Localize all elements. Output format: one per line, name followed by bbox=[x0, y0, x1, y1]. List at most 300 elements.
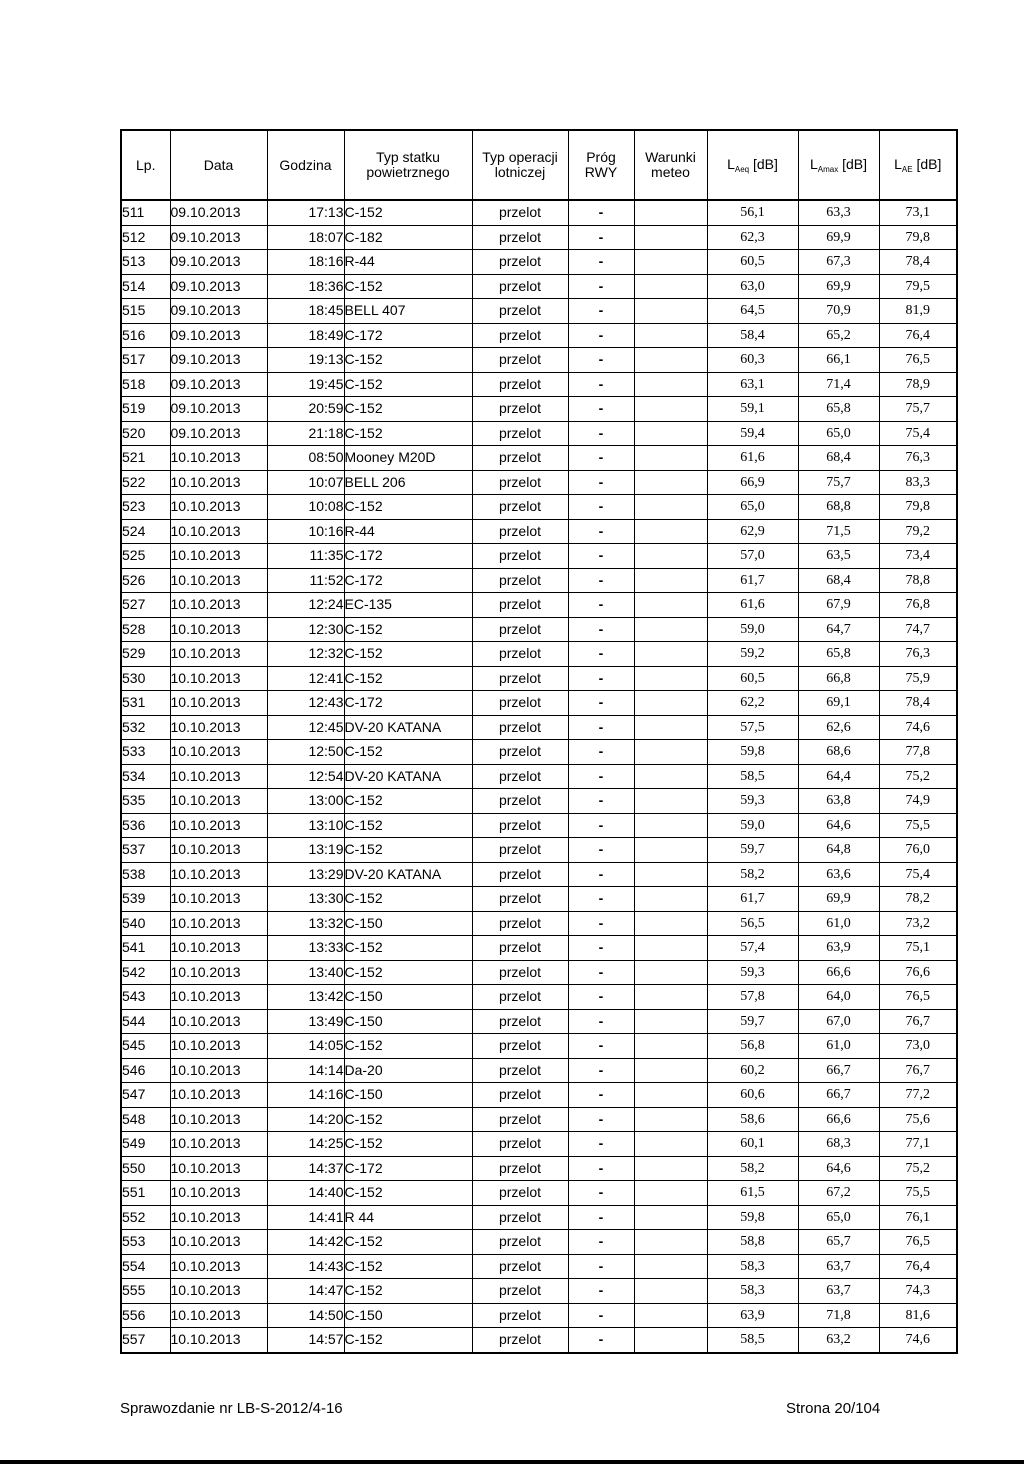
cell-aircraft-type: C-152 bbox=[344, 666, 472, 691]
lamax-sub: Amax bbox=[817, 164, 839, 174]
table-row bbox=[121, 250, 957, 275]
cell-threshold: - bbox=[568, 1303, 634, 1328]
cell-aircraft-type: DV-20 KATANA bbox=[344, 715, 472, 740]
cell-threshold: - bbox=[568, 568, 634, 593]
cell-date: 10.10.2013 bbox=[170, 838, 267, 863]
cell-lp: 551 bbox=[121, 1181, 170, 1206]
cell-threshold: - bbox=[568, 200, 634, 225]
table-row bbox=[121, 740, 957, 765]
cell-time: 13:30 bbox=[267, 887, 344, 912]
cell-aircraft-type: C-152 bbox=[344, 1132, 472, 1157]
cell-lp: 513 bbox=[121, 250, 170, 275]
cell-lae: 75,5 bbox=[879, 813, 957, 838]
cell-date: 10.10.2013 bbox=[170, 764, 267, 789]
cell-operation: przelot bbox=[472, 568, 568, 593]
cell-weather bbox=[634, 1009, 707, 1034]
cell-aircraft-type: R 44 bbox=[344, 1205, 472, 1230]
cell-lamax: 71,8 bbox=[798, 1303, 879, 1328]
table-row bbox=[121, 323, 957, 348]
cell-date: 10.10.2013 bbox=[170, 740, 267, 765]
cell-threshold: - bbox=[568, 1254, 634, 1279]
col-header-prog-rwy: Próg RWY bbox=[568, 130, 634, 200]
cell-time: 19:45 bbox=[267, 372, 344, 397]
cell-weather bbox=[634, 495, 707, 520]
cell-weather bbox=[634, 421, 707, 446]
cell-date: 10.10.2013 bbox=[170, 1205, 267, 1230]
cell-weather bbox=[634, 887, 707, 912]
cell-time: 14:05 bbox=[267, 1034, 344, 1059]
cell-lp: 541 bbox=[121, 936, 170, 961]
cell-operation: przelot bbox=[472, 1181, 568, 1206]
table-row bbox=[121, 446, 957, 471]
cell-weather bbox=[634, 838, 707, 863]
table-row bbox=[121, 1303, 957, 1328]
cell-aircraft-type: C-152 bbox=[344, 274, 472, 299]
cell-lae: 78,9 bbox=[879, 372, 957, 397]
cell-laeq: 57,4 bbox=[707, 936, 798, 961]
cell-threshold: - bbox=[568, 1107, 634, 1132]
table-row bbox=[121, 1132, 957, 1157]
cell-operation: przelot bbox=[472, 813, 568, 838]
cell-time: 12:45 bbox=[267, 715, 344, 740]
cell-date: 10.10.2013 bbox=[170, 1107, 267, 1132]
cell-lamax: 68,4 bbox=[798, 568, 879, 593]
cell-lp: 544 bbox=[121, 1009, 170, 1034]
cell-laeq: 65,0 bbox=[707, 495, 798, 520]
cell-laeq: 62,2 bbox=[707, 691, 798, 716]
cell-aircraft-type: C-150 bbox=[344, 985, 472, 1010]
cell-date: 10.10.2013 bbox=[170, 960, 267, 985]
cell-lae: 76,4 bbox=[879, 1254, 957, 1279]
cell-lamax: 64,6 bbox=[798, 1156, 879, 1181]
cell-laeq: 60,2 bbox=[707, 1058, 798, 1083]
cell-weather bbox=[634, 1156, 707, 1181]
lamax-unit: [dB] bbox=[838, 155, 868, 172]
cell-operation: przelot bbox=[472, 544, 568, 569]
cell-lp: 530 bbox=[121, 666, 170, 691]
cell-time: 14:25 bbox=[267, 1132, 344, 1157]
cell-lae: 75,4 bbox=[879, 862, 957, 887]
cell-operation: przelot bbox=[472, 495, 568, 520]
cell-laeq: 63,9 bbox=[707, 1303, 798, 1328]
cell-operation: przelot bbox=[472, 789, 568, 814]
cell-operation: przelot bbox=[472, 691, 568, 716]
table-row bbox=[121, 789, 957, 814]
cell-laeq: 59,7 bbox=[707, 838, 798, 863]
col-header-lae bbox=[879, 130, 957, 200]
cell-time: 13:29 bbox=[267, 862, 344, 887]
cell-weather bbox=[634, 1107, 707, 1132]
cell-lamax: 66,7 bbox=[798, 1058, 879, 1083]
cell-laeq: 58,5 bbox=[707, 764, 798, 789]
cell-weather bbox=[634, 544, 707, 569]
cell-weather bbox=[634, 1230, 707, 1255]
cell-lae: 76,3 bbox=[879, 446, 957, 471]
cell-time: 14:37 bbox=[267, 1156, 344, 1181]
cell-lae: 74,3 bbox=[879, 1279, 957, 1304]
cell-lae: 74,7 bbox=[879, 617, 957, 642]
cell-lae: 75,6 bbox=[879, 1107, 957, 1132]
laeq-sub: Aeq bbox=[734, 164, 750, 174]
report-number: Sprawozdanie nr LB-S-2012/4-16 bbox=[120, 1400, 343, 1417]
cell-lamax: 65,8 bbox=[798, 642, 879, 667]
cell-laeq: 66,9 bbox=[707, 470, 798, 495]
cell-aircraft-type: C-152 bbox=[344, 421, 472, 446]
cell-lp: 525 bbox=[121, 544, 170, 569]
cell-aircraft-type: C-152 bbox=[344, 813, 472, 838]
table-row bbox=[121, 813, 957, 838]
cell-threshold: - bbox=[568, 372, 634, 397]
cell-lp: 518 bbox=[121, 372, 170, 397]
cell-threshold: - bbox=[568, 862, 634, 887]
cell-weather bbox=[634, 1303, 707, 1328]
cell-date: 10.10.2013 bbox=[170, 1083, 267, 1108]
cell-laeq: 61,6 bbox=[707, 446, 798, 471]
cell-laeq: 59,0 bbox=[707, 813, 798, 838]
cell-lp: 552 bbox=[121, 1205, 170, 1230]
cell-aircraft-type: C-152 bbox=[344, 789, 472, 814]
cell-threshold: - bbox=[568, 1132, 634, 1157]
cell-threshold: - bbox=[568, 740, 634, 765]
cell-weather bbox=[634, 250, 707, 275]
cell-aircraft-type: C-172 bbox=[344, 323, 472, 348]
cell-date: 10.10.2013 bbox=[170, 617, 267, 642]
cell-date: 10.10.2013 bbox=[170, 1254, 267, 1279]
cell-lae: 74,9 bbox=[879, 789, 957, 814]
cell-weather bbox=[634, 985, 707, 1010]
cell-threshold: - bbox=[568, 397, 634, 422]
cell-weather bbox=[634, 568, 707, 593]
cell-lamax: 63,6 bbox=[798, 862, 879, 887]
cell-threshold: - bbox=[568, 519, 634, 544]
cell-time: 13:42 bbox=[267, 985, 344, 1010]
table-row bbox=[121, 470, 957, 495]
cell-date: 10.10.2013 bbox=[170, 715, 267, 740]
cell-threshold: - bbox=[568, 348, 634, 373]
table-row bbox=[121, 1254, 957, 1279]
cell-lae: 73,0 bbox=[879, 1034, 957, 1059]
cell-threshold: - bbox=[568, 911, 634, 936]
table-row bbox=[121, 225, 957, 250]
cell-lp: 542 bbox=[121, 960, 170, 985]
cell-weather bbox=[634, 1034, 707, 1059]
cell-operation: przelot bbox=[472, 323, 568, 348]
cell-lamax: 69,9 bbox=[798, 887, 879, 912]
col-header-warunki-meteo: Warunki meteo bbox=[634, 130, 707, 200]
cell-laeq: 59,0 bbox=[707, 617, 798, 642]
cell-lp: 520 bbox=[121, 421, 170, 446]
cell-laeq: 58,2 bbox=[707, 862, 798, 887]
cell-lp: 524 bbox=[121, 519, 170, 544]
cell-aircraft-type: C-172 bbox=[344, 568, 472, 593]
cell-lp: 547 bbox=[121, 1083, 170, 1108]
cell-lp: 516 bbox=[121, 323, 170, 348]
cell-lamax: 63,7 bbox=[798, 1254, 879, 1279]
cell-date: 10.10.2013 bbox=[170, 1009, 267, 1034]
table-row bbox=[121, 1083, 957, 1108]
cell-lae: 77,2 bbox=[879, 1083, 957, 1108]
cell-date: 09.10.2013 bbox=[170, 225, 267, 250]
cell-lae: 76,4 bbox=[879, 323, 957, 348]
cell-aircraft-type: C-150 bbox=[344, 1083, 472, 1108]
cell-lae: 73,4 bbox=[879, 544, 957, 569]
cell-aircraft-type: R-44 bbox=[344, 250, 472, 275]
cell-time: 12:32 bbox=[267, 642, 344, 667]
cell-lp: 512 bbox=[121, 225, 170, 250]
cell-operation: przelot bbox=[472, 225, 568, 250]
cell-time: 12:43 bbox=[267, 691, 344, 716]
cell-weather bbox=[634, 593, 707, 618]
cell-aircraft-type: C-152 bbox=[344, 936, 472, 961]
cell-time: 14:43 bbox=[267, 1254, 344, 1279]
cell-date: 10.10.2013 bbox=[170, 642, 267, 667]
cell-lae: 78,4 bbox=[879, 250, 957, 275]
col-header-lp: Lp. bbox=[121, 130, 170, 200]
table-row bbox=[121, 1230, 957, 1255]
cell-weather bbox=[634, 666, 707, 691]
cell-threshold: - bbox=[568, 299, 634, 324]
table-row bbox=[121, 838, 957, 863]
cell-date: 10.10.2013 bbox=[170, 1328, 267, 1353]
cell-weather bbox=[634, 642, 707, 667]
cell-lamax: 64,0 bbox=[798, 985, 879, 1010]
cell-lp: 528 bbox=[121, 617, 170, 642]
cell-time: 10:08 bbox=[267, 495, 344, 520]
col-header-typ-statku: Typ statku powietrznego bbox=[344, 130, 472, 200]
cell-date: 10.10.2013 bbox=[170, 593, 267, 618]
lae-sub: AE bbox=[901, 164, 913, 174]
cell-lae: 76,3 bbox=[879, 642, 957, 667]
cell-weather bbox=[634, 1132, 707, 1157]
cell-date: 10.10.2013 bbox=[170, 1303, 267, 1328]
cell-date: 10.10.2013 bbox=[170, 1034, 267, 1059]
cell-operation: przelot bbox=[472, 1034, 568, 1059]
cell-weather bbox=[634, 789, 707, 814]
cell-date: 09.10.2013 bbox=[170, 200, 267, 225]
cell-date: 10.10.2013 bbox=[170, 666, 267, 691]
cell-operation: przelot bbox=[472, 985, 568, 1010]
cell-weather bbox=[634, 813, 707, 838]
cell-lae: 76,6 bbox=[879, 960, 957, 985]
cell-lp: 553 bbox=[121, 1230, 170, 1255]
cell-lp: 529 bbox=[121, 642, 170, 667]
cell-operation: przelot bbox=[472, 1303, 568, 1328]
cell-lamax: 69,1 bbox=[798, 691, 879, 716]
cell-aircraft-type: C-152 bbox=[344, 617, 472, 642]
cell-lp: 532 bbox=[121, 715, 170, 740]
cell-laeq: 56,1 bbox=[707, 200, 798, 225]
cell-lae: 76,5 bbox=[879, 348, 957, 373]
table-row bbox=[121, 642, 957, 667]
cell-laeq: 62,3 bbox=[707, 225, 798, 250]
cell-time: 14:40 bbox=[267, 1181, 344, 1206]
cell-weather bbox=[634, 1058, 707, 1083]
cell-time: 18:16 bbox=[267, 250, 344, 275]
cell-operation: przelot bbox=[472, 764, 568, 789]
cell-lae: 81,6 bbox=[879, 1303, 957, 1328]
table-row bbox=[121, 764, 957, 789]
cell-time: 14:50 bbox=[267, 1303, 344, 1328]
cell-threshold: - bbox=[568, 691, 634, 716]
cell-laeq: 57,5 bbox=[707, 715, 798, 740]
cell-laeq: 60,1 bbox=[707, 1132, 798, 1157]
cell-weather bbox=[634, 1328, 707, 1353]
cell-lamax: 67,2 bbox=[798, 1181, 879, 1206]
cell-time: 14:14 bbox=[267, 1058, 344, 1083]
cell-aircraft-type: C-152 bbox=[344, 838, 472, 863]
cell-date: 10.10.2013 bbox=[170, 568, 267, 593]
cell-lp: 557 bbox=[121, 1328, 170, 1353]
cell-laeq: 58,5 bbox=[707, 1328, 798, 1353]
cell-lamax: 68,8 bbox=[798, 495, 879, 520]
cell-lae: 77,1 bbox=[879, 1132, 957, 1157]
cell-operation: przelot bbox=[472, 1083, 568, 1108]
cell-date: 09.10.2013 bbox=[170, 372, 267, 397]
cell-threshold: - bbox=[568, 274, 634, 299]
cell-operation: przelot bbox=[472, 446, 568, 471]
cell-lamax: 61,0 bbox=[798, 1034, 879, 1059]
cell-laeq: 59,8 bbox=[707, 740, 798, 765]
cell-operation: przelot bbox=[472, 1230, 568, 1255]
cell-time: 12:24 bbox=[267, 593, 344, 618]
cell-weather bbox=[634, 372, 707, 397]
cell-operation: przelot bbox=[472, 666, 568, 691]
cell-lamax: 70,9 bbox=[798, 299, 879, 324]
cell-lamax: 61,0 bbox=[798, 911, 879, 936]
cell-date: 10.10.2013 bbox=[170, 470, 267, 495]
cell-time: 17:13 bbox=[267, 200, 344, 225]
cell-threshold: - bbox=[568, 495, 634, 520]
cell-aircraft-type: C-182 bbox=[344, 225, 472, 250]
cell-operation: przelot bbox=[472, 715, 568, 740]
page-number: Strona 20/104 bbox=[786, 1400, 881, 1417]
cell-threshold: - bbox=[568, 985, 634, 1010]
cell-operation: przelot bbox=[472, 838, 568, 863]
cell-operation: przelot bbox=[472, 1132, 568, 1157]
cell-aircraft-type: C-152 bbox=[344, 1254, 472, 1279]
cell-lp: 526 bbox=[121, 568, 170, 593]
cell-date: 09.10.2013 bbox=[170, 274, 267, 299]
cell-laeq: 64,5 bbox=[707, 299, 798, 324]
cell-operation: przelot bbox=[472, 519, 568, 544]
cell-operation: przelot bbox=[472, 1107, 568, 1132]
cell-time: 13:00 bbox=[267, 789, 344, 814]
cell-date: 10.10.2013 bbox=[170, 1181, 267, 1206]
cell-lp: 548 bbox=[121, 1107, 170, 1132]
cell-lae: 79,5 bbox=[879, 274, 957, 299]
table-row bbox=[121, 862, 957, 887]
cell-operation: przelot bbox=[472, 862, 568, 887]
cell-lae: 75,7 bbox=[879, 397, 957, 422]
table-row bbox=[121, 1009, 957, 1034]
cell-lp: 536 bbox=[121, 813, 170, 838]
cell-aircraft-type: EC-135 bbox=[344, 593, 472, 618]
col-header-lamax bbox=[798, 130, 879, 200]
cell-operation: przelot bbox=[472, 911, 568, 936]
cell-weather bbox=[634, 348, 707, 373]
cell-date: 10.10.2013 bbox=[170, 862, 267, 887]
cell-date: 10.10.2013 bbox=[170, 519, 267, 544]
cell-laeq: 60,5 bbox=[707, 250, 798, 275]
cell-lamax: 64,6 bbox=[798, 813, 879, 838]
cell-lae: 76,5 bbox=[879, 1230, 957, 1255]
table-row bbox=[121, 544, 957, 569]
cell-aircraft-type: C-152 bbox=[344, 372, 472, 397]
cell-lp: 534 bbox=[121, 764, 170, 789]
cell-date: 09.10.2013 bbox=[170, 323, 267, 348]
cell-aircraft-type: C-152 bbox=[344, 1279, 472, 1304]
table-row bbox=[121, 936, 957, 961]
cell-lamax: 66,8 bbox=[798, 666, 879, 691]
cell-time: 14:42 bbox=[267, 1230, 344, 1255]
table-row bbox=[121, 715, 957, 740]
cell-lp: 539 bbox=[121, 887, 170, 912]
footer-rule bbox=[0, 1460, 1024, 1464]
cell-date: 09.10.2013 bbox=[170, 250, 267, 275]
cell-lae: 76,5 bbox=[879, 985, 957, 1010]
cell-aircraft-type: C-152 bbox=[344, 642, 472, 667]
cell-threshold: - bbox=[568, 642, 634, 667]
cell-weather bbox=[634, 446, 707, 471]
cell-date: 10.10.2013 bbox=[170, 495, 267, 520]
cell-laeq: 56,8 bbox=[707, 1034, 798, 1059]
cell-lae: 78,8 bbox=[879, 568, 957, 593]
cell-lae: 74,6 bbox=[879, 1328, 957, 1353]
cell-weather bbox=[634, 1083, 707, 1108]
table-row bbox=[121, 519, 957, 544]
cell-operation: przelot bbox=[472, 887, 568, 912]
cell-threshold: - bbox=[568, 1279, 634, 1304]
table-row bbox=[121, 1279, 957, 1304]
cell-laeq: 59,3 bbox=[707, 789, 798, 814]
cell-operation: przelot bbox=[472, 1279, 568, 1304]
cell-aircraft-type: C-152 bbox=[344, 960, 472, 985]
cell-lp: 549 bbox=[121, 1132, 170, 1157]
cell-time: 14:16 bbox=[267, 1083, 344, 1108]
cell-lae: 75,9 bbox=[879, 666, 957, 691]
lamax-base: L bbox=[809, 155, 818, 172]
cell-threshold: - bbox=[568, 936, 634, 961]
cell-aircraft-type: C-152 bbox=[344, 887, 472, 912]
cell-lamax: 68,4 bbox=[798, 446, 879, 471]
cell-threshold: - bbox=[568, 789, 634, 814]
table-row bbox=[121, 617, 957, 642]
cell-operation: przelot bbox=[472, 372, 568, 397]
cell-operation: przelot bbox=[472, 642, 568, 667]
cell-aircraft-type: C-152 bbox=[344, 1181, 472, 1206]
cell-lamax: 63,5 bbox=[798, 544, 879, 569]
cell-threshold: - bbox=[568, 593, 634, 618]
cell-time: 18:45 bbox=[267, 299, 344, 324]
cell-operation: przelot bbox=[472, 593, 568, 618]
cell-lp: 540 bbox=[121, 911, 170, 936]
table-row bbox=[121, 1181, 957, 1206]
cell-date: 10.10.2013 bbox=[170, 691, 267, 716]
cell-aircraft-type: C-152 bbox=[344, 1107, 472, 1132]
cell-lp: 545 bbox=[121, 1034, 170, 1059]
cell-threshold: - bbox=[568, 838, 634, 863]
cell-operation: przelot bbox=[472, 1254, 568, 1279]
cell-lae: 79,8 bbox=[879, 495, 957, 520]
cell-weather bbox=[634, 470, 707, 495]
cell-lamax: 66,7 bbox=[798, 1083, 879, 1108]
cell-lp: 522 bbox=[121, 470, 170, 495]
table-row bbox=[121, 348, 957, 373]
cell-threshold: - bbox=[568, 1328, 634, 1353]
cell-time: 12:41 bbox=[267, 666, 344, 691]
col-header-laeq bbox=[707, 130, 798, 200]
col-header-godzina: Godzina bbox=[267, 130, 344, 200]
